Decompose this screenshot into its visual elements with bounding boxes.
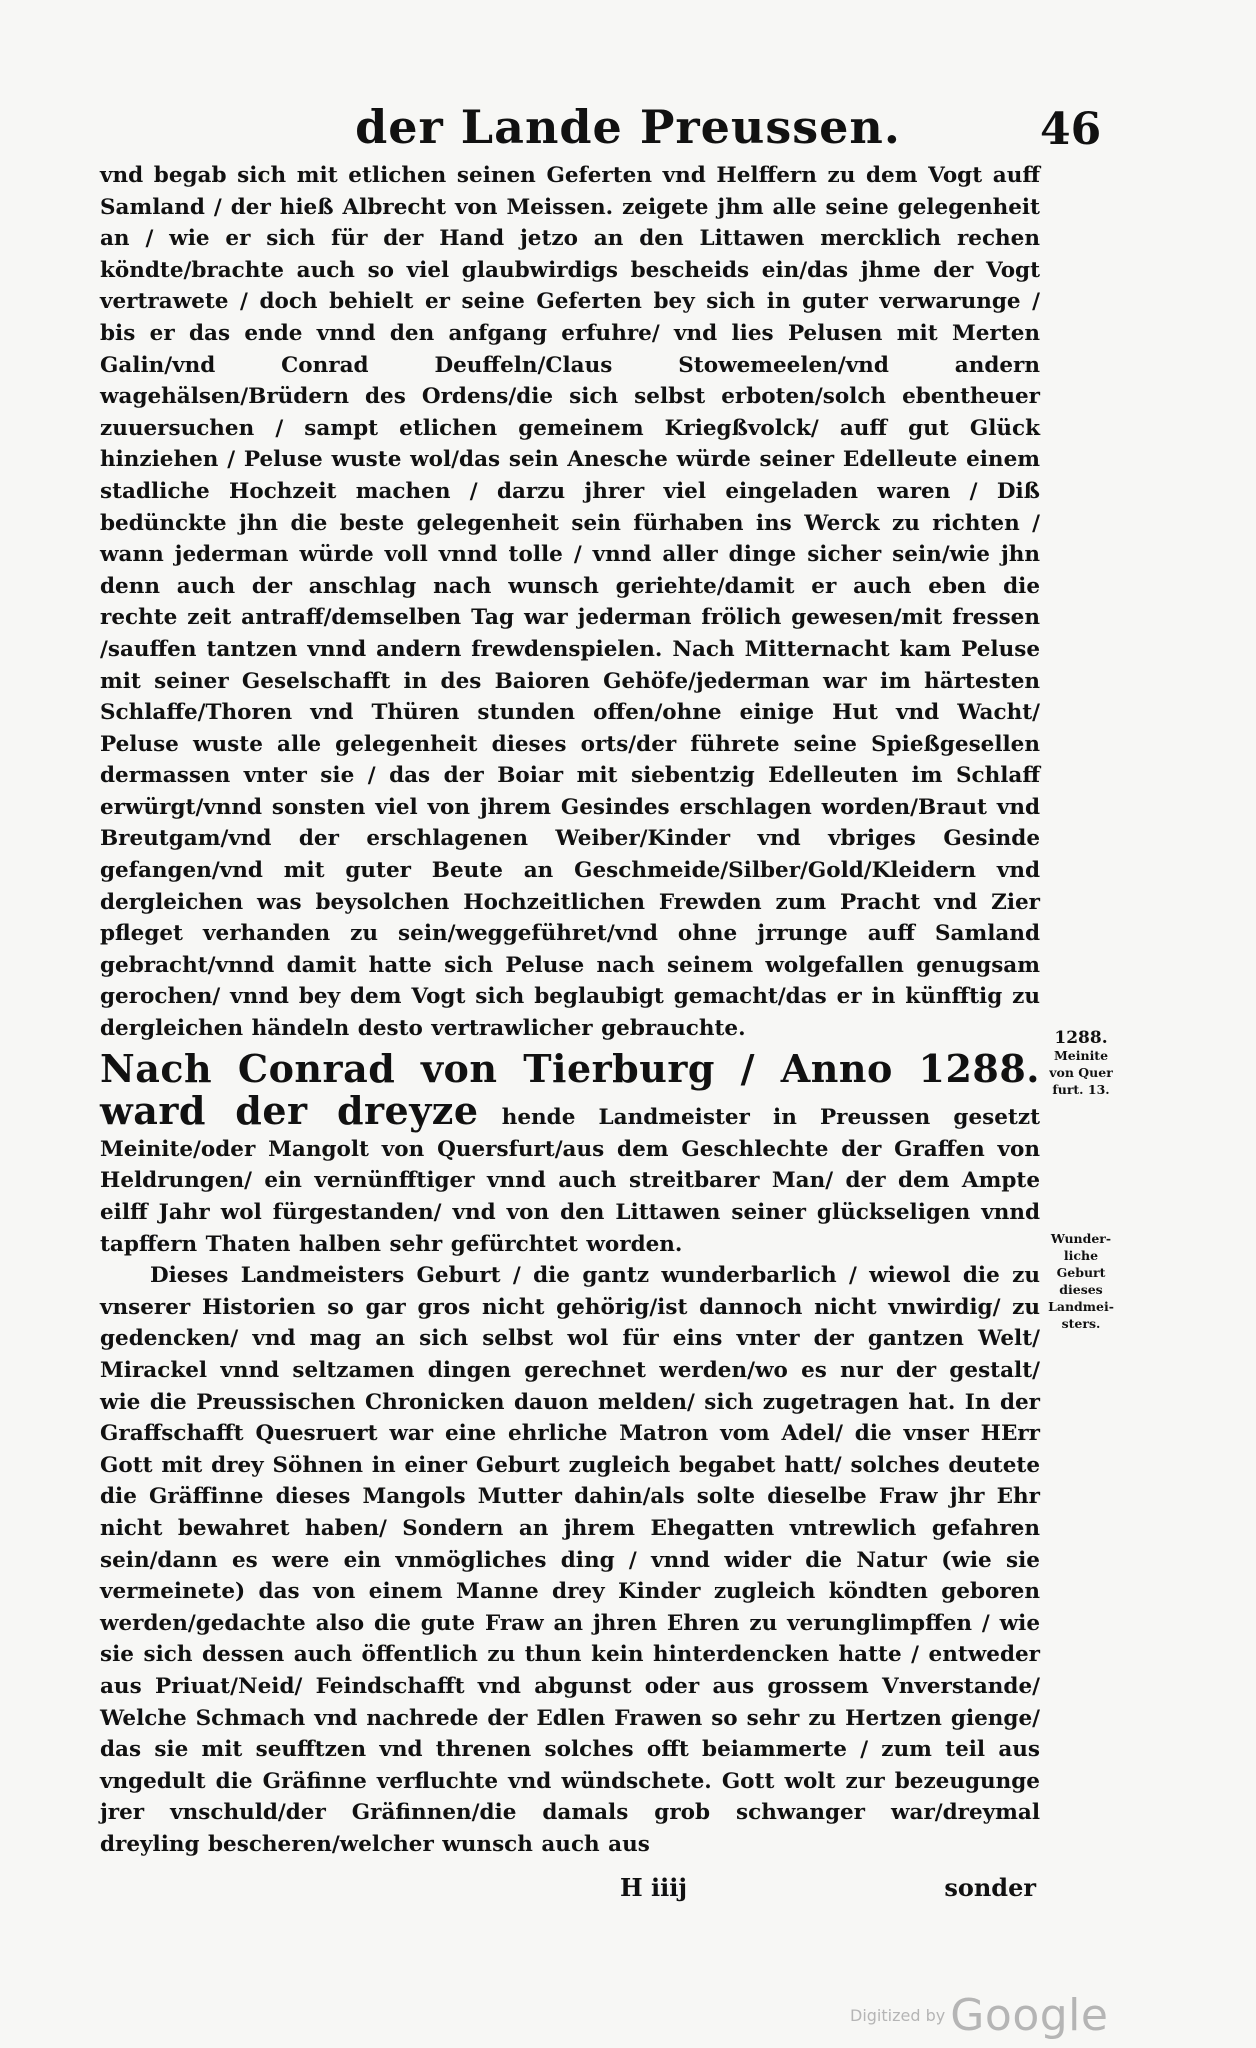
margin-note-line: Wunder- [1050, 1231, 1112, 1246]
running-head: der Lande Preussen. [355, 100, 901, 154]
catchword: sonder [944, 1873, 1036, 1902]
margin-note-line: Landmei- [1048, 1299, 1114, 1314]
paragraph-3: Dieses Landmeisters Geburt / die gantz wunderbarlich / wiewol die zu vnserer Historien so gar gros nicht gehörig/ist dannoch nicht vnwirdig/ zu gedencken/ vnd mag an sich selbst wol für eins vnter der gantzen Welt/ Mirackel vnnd seltzamen dingen gerechnet werden/wo es nur der gestalt/ wie die Preussischen Chronicken dauon melden/ sich zugetragen hat. In der Graffschafft Quesruert war eine ehrliche Matron vom Adel/ die vnser HErr Gott mit drey Söhnen in einer Geburt zugleich begabet hatt/ solches deutete die Gräffinne dieses Mangols Mutter dahin/als solte dieselbe Fraw jhr Ehr nicht bewahret haben/ Sondern an jhrem Ehegatten vntrewlich gefahren sein/dann es were ein vnmögliches ding / vnnd wider die Natur (wie sie vermeinete) das von einem Manne drey Kinder zugleich köndten geboren werden/gedachte also die gute Fraw an jhren Ehren zu verunglimpffen / wie sie sich dessen auch öffentlich zu thun kein hinterdencken hatte / entweder aus Priuat/Neid/ Feindschafft vnd abgunst oder aus grossem Vnverstande/ Welche Schmach vnd nachrede der Edlen Frawen so sehr zu Hertzen gienge/ das sie mit seufftzen vnd threnen solches offt beiammerte / zum teil aus vngedult die Gräfinne verfluchte vnd wündschete. Gott wolt zur bezeugunge jrer vnschuld/der Gräfinnen/die damals grob schwanger war/dreymal dreyling bescheren/welcher wunsch auch aus [100, 1263, 1040, 1857]
signature-mark: H iiij [620, 1873, 688, 1902]
margin-note-year [1040, 1030, 1122, 1098]
margin-note-line: Meinite [1053, 1048, 1109, 1063]
margin-note-birth [1040, 1230, 1122, 1332]
google-logo: Google [950, 1990, 1109, 2041]
margin-note-line: 1288. [1054, 1028, 1108, 1048]
body-text [100, 160, 1040, 1860]
margin-note-line: furt. 13. [1052, 1082, 1110, 1097]
paragraph-2 [100, 1045, 1040, 1261]
paragraph-2-lead: Nach Conrad von Tierburg / Anno 1288. ward der dreyze [100, 1045, 1040, 1134]
margin-note-line: dieses [1059, 1282, 1103, 1297]
paragraph-2-text: hende Landmeister in Preussen gesetzt Meinite/oder Mangolt von Quersfurt/aus dem Geschlechte der Graffen von Heldrungen/ ein vernünfftiger vnnd auch streitbarer Man/ der dem Ampte eilff Jahr wol fürgestanden/ vnd von den Littawen seiner glückseligen vnnd tapffern Thaten halben sehr gefürchtet worden. [100, 1105, 1040, 1257]
paragraph-1: vnd begab sich mit etlichen seinen Geferten vnd Helffern zu dem Vogt auff Samland / der hieß Albrecht von Meissen. zeigete jhm alle seine gelegenheit an / wie er sich für der Hand jetzo an den Littawen mercklich rechen köndte/brachte auch so viel glaubwirdigs bescheids ein/das jhme der Vogt vertrawete / doch behielt er seine Geferten bey sich in guter verwarunge / bis er das ende vnnd den anfgang erfuhre/ vnd lies Pelusen mit Merten Galin/vnd Conrad Deuffeln/Claus Stowemeelen/vnd andern wagehälsen/Brüdern des Ordens/die sich selbst erboten/solch ebentheuer zuuersuchen / sampt etlichen gemeinem Kriegßvolck/ auff gut Glück hinziehen / Peluse wuste wol/das sein Anesche würde seiner Edelleute einem stadliche Hochzeit machen / darzu jhrer viel eingeladen waren / Diß bedünckte jhn die beste gelegenheit sein fürhaben ins Werck zu richten / wann jederman würde voll vnnd tolle / vnnd aller dinge sicher sein/wie jhn denn auch der anschlag nach wunsch geriehte/damit er auch eben die rechte zeit antraff/demselben Tag war jederman frölich gewesen/mit fressen /sauffen tantzen vnnd andern frewdenspielen. Nach Mitternacht kam Peluse mit seiner Geselschafft in des Baioren Gehöfe/jederman war im härtesten Schlaffe/Thoren vnd Thüren stunden offen/ohne einige Hut vnd Wacht/ Peluse wuste alle gelegenheit dieses orts/der führete seine Spießgesellen dermassen vnter sie / das der Boiar mit siebentzig Edelleuten im Schlaff erwürgt/vnnd sonsten viel von jhrem Gesindes erschlagen worden/Braut vnd Breutgam/vnd der erschlagenen Weiber/Kinder vnd vbriges Gesinde gefangen/vnd mit guter Beute an Geschmeide/Silber/Gold/Kleidern vnd dergleichen was beysolchen Hochzeitlichen Frewden zum Pracht vnd Zier pfleget verhanden zu sein/weggeführet/vnd ohne jrrunge auff Samland gebracht/vnnd damit hatte sich Peluse nach seinem wolgefallen genugsam gerochen/ vnnd bey dem Vogt sich beglaubigt gemacht/das er in künfftig zu dergleichen händeln desto vertrawlicher gebrauchte. [100, 163, 1040, 1042]
margin-note-line: sters. [1061, 1316, 1101, 1331]
margin-note-line: von Quer [1049, 1065, 1113, 1080]
margin-note-line: liche Geburt [1056, 1248, 1106, 1280]
folio-number: 46 [1040, 104, 1102, 155]
digitization-watermark [850, 1990, 1108, 2041]
watermark-prefix: Digitized by [850, 2006, 946, 2025]
page-footer [100, 1873, 1040, 1907]
